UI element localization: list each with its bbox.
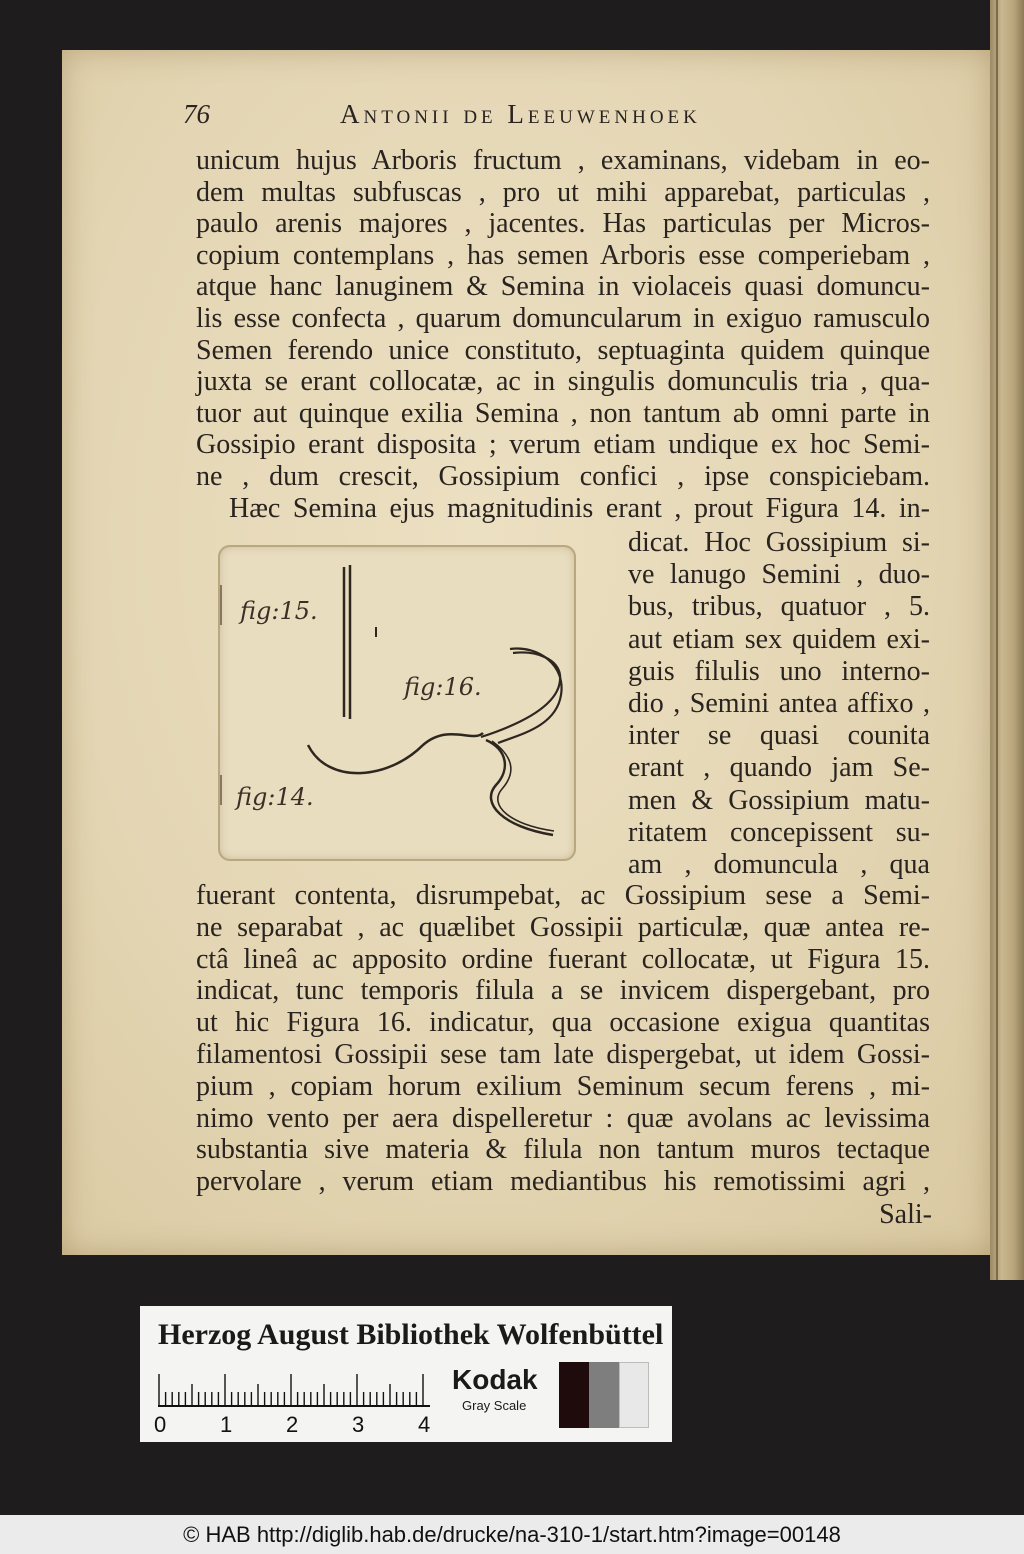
text-line: unicum hujus Arboris fructum , examinans, videbam in eo- [196, 145, 930, 176]
catchword: Sali- [879, 1199, 932, 1230]
text-line: ut hic Figura 16. indicatur, qua occasione exigua quantitas [196, 1007, 930, 1039]
color-calibration-card [140, 1306, 672, 1442]
figure-16-label: fig:16. [404, 673, 482, 701]
text-line: erant , quando jam Se- [628, 752, 930, 784]
text-line: am , domuncula , qua [628, 849, 930, 880]
copyright-footer [0, 1515, 1024, 1554]
text-line: substantia sive materia & filula non tantum muros tectaque [196, 1134, 930, 1166]
text-line: men & Gossipium matu- [628, 784, 930, 816]
copyright-link-text[interactable]: © HAB http://diglib.hab.de/drucke/na-310-1/start.htm?image=00148 [183, 1522, 841, 1547]
text-line: bus, tribus, quatuor , 5. [628, 591, 930, 623]
ruler-scale [158, 1374, 438, 1408]
figure-14-label: fig:14. [236, 783, 314, 811]
text-line: dio , Semini antea affixo , [628, 688, 930, 719]
text-line: tuor aut quinque exilia Semina , non tantum ab omni parte in [196, 397, 930, 429]
figure-15-label: fig:15. [240, 597, 318, 625]
figure-drawing [218, 545, 576, 861]
text-line: dicat. Hoc Gossipium si- [628, 527, 930, 558]
text-line: guis filulis uno interno- [628, 655, 930, 687]
text-line: juxta se erant collocatæ, ac in singulis domunculis tria , qua- [196, 366, 930, 398]
text-line: dem multas subfuscas , pro ut mihi apparebat, particulas , [196, 176, 930, 208]
page-number: 76 [183, 99, 210, 129]
text-line: Semen ferendo unice constituto, septuaginta quidem quinque [196, 334, 930, 366]
text-line: pium , copiam horum exilium Seminum secum ferens , mi- [196, 1070, 930, 1102]
ruler-number: 0 [154, 1412, 167, 1437]
text-line: pervolare , verum etiam mediantibus his remotissimi agri , [196, 1166, 930, 1198]
text-line: ritatem concepissent su- [628, 816, 930, 848]
gray-swatch [589, 1362, 619, 1428]
gray-scale-label: Gray Scale [462, 1398, 527, 1413]
ruler-number: 3 [352, 1412, 365, 1437]
black-swatch [559, 1362, 589, 1428]
text-line: atque hanc lanuginem & Semina in violaceis quasi domuncu- [196, 271, 930, 303]
white-swatch [619, 1362, 649, 1428]
text-line: paulo arenis majores , jacentes. Has particulas per Micros- [196, 208, 930, 240]
ruler-number: 2 [286, 1412, 299, 1437]
text-line: nimo vento per aera dispelleretur : quæ avolans ac levissima [196, 1102, 930, 1134]
text-line: ctâ lineâ ac apposito ordine fuerant collocatæ, ut Figura 15. [196, 943, 930, 975]
text-line: ne separabat , ac quælibet Gossipii particulæ, quæ antea re- [196, 911, 930, 943]
running-head: Antonii de Leeuwenhoek [340, 99, 701, 129]
text-line: aut etiam sex quidem exi- [628, 623, 930, 655]
text-line: inter se quasi counita [628, 720, 930, 752]
text-line: lis esse confecta , quarum domuncularum in exiguo ramusculo [196, 303, 930, 334]
text-line: Hæc Semina ejus magnitudinis erant , prout Figura 14. in- [229, 492, 930, 524]
card-title: Herzog August Bibliothek Wolfenbüttel [158, 1318, 664, 1351]
text-line: fuerant contenta, disrumpebat, ac Gossipium sese a Semi- [196, 880, 930, 911]
figure-plate [218, 545, 576, 861]
text-line: ne , dum crescit, Gossipium confici , ipse conspiciebam. [196, 461, 930, 492]
text-line: indicat, tunc temporis filula a se invicem dispergebant, pro [196, 975, 930, 1007]
ruler-number: 1 [220, 1412, 233, 1437]
text-line: ve lanugo Semini , duo- [628, 559, 930, 591]
text-line: filamentosi Gossipii sese tam late dispergebat, ut idem Gossi- [196, 1039, 930, 1070]
kodak-logo: Kodak [452, 1364, 538, 1395]
text-line: copium contemplans , has semen Arboris esse comperiebam , [196, 239, 930, 271]
ruler-number: 4 [418, 1412, 431, 1437]
text-line: Gossipio erant disposita ; verum etiam undique ex hoc Semi- [196, 429, 930, 461]
